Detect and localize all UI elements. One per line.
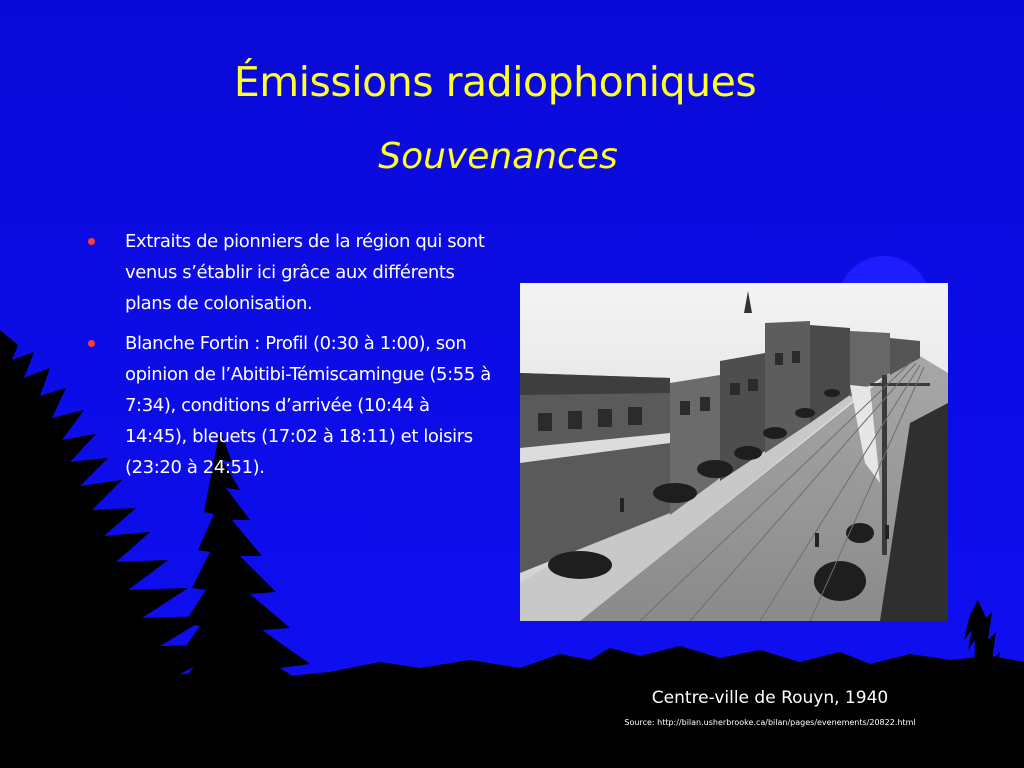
bullet-list xyxy=(86,226,496,492)
slide-title: Émissions radiophoniques xyxy=(233,58,757,106)
photo-caption: Centre-ville de Rouyn, 1940 xyxy=(651,688,889,708)
bullet-text: Extraits de pionniers de la région qui sont venus s’établir ici grâce aux différents plans de colonisation. xyxy=(125,231,485,314)
street-photo-image xyxy=(520,283,948,621)
street-photo xyxy=(520,283,948,621)
bullet-item xyxy=(86,328,496,483)
bullet-dot-icon xyxy=(88,340,95,347)
bullet-item xyxy=(86,226,496,319)
slide-subtitle: Souvenances xyxy=(378,136,618,177)
photo-source: Source: http://bilan.usherbrooke.ca/bilan/pages/evenements/20822.html xyxy=(624,718,916,727)
bullet-text: Blanche Fortin : Profil (0:30 à 1:00), son opinion de l’Abitibi-Témiscamingue (5:55 à 7:34), conditions d’arrivée (10:44 à 14:45), bleuets (17:02 à 18:11) et loisirs (23:20 à 24:51). xyxy=(125,333,491,478)
bullet-dot-icon xyxy=(88,238,95,245)
